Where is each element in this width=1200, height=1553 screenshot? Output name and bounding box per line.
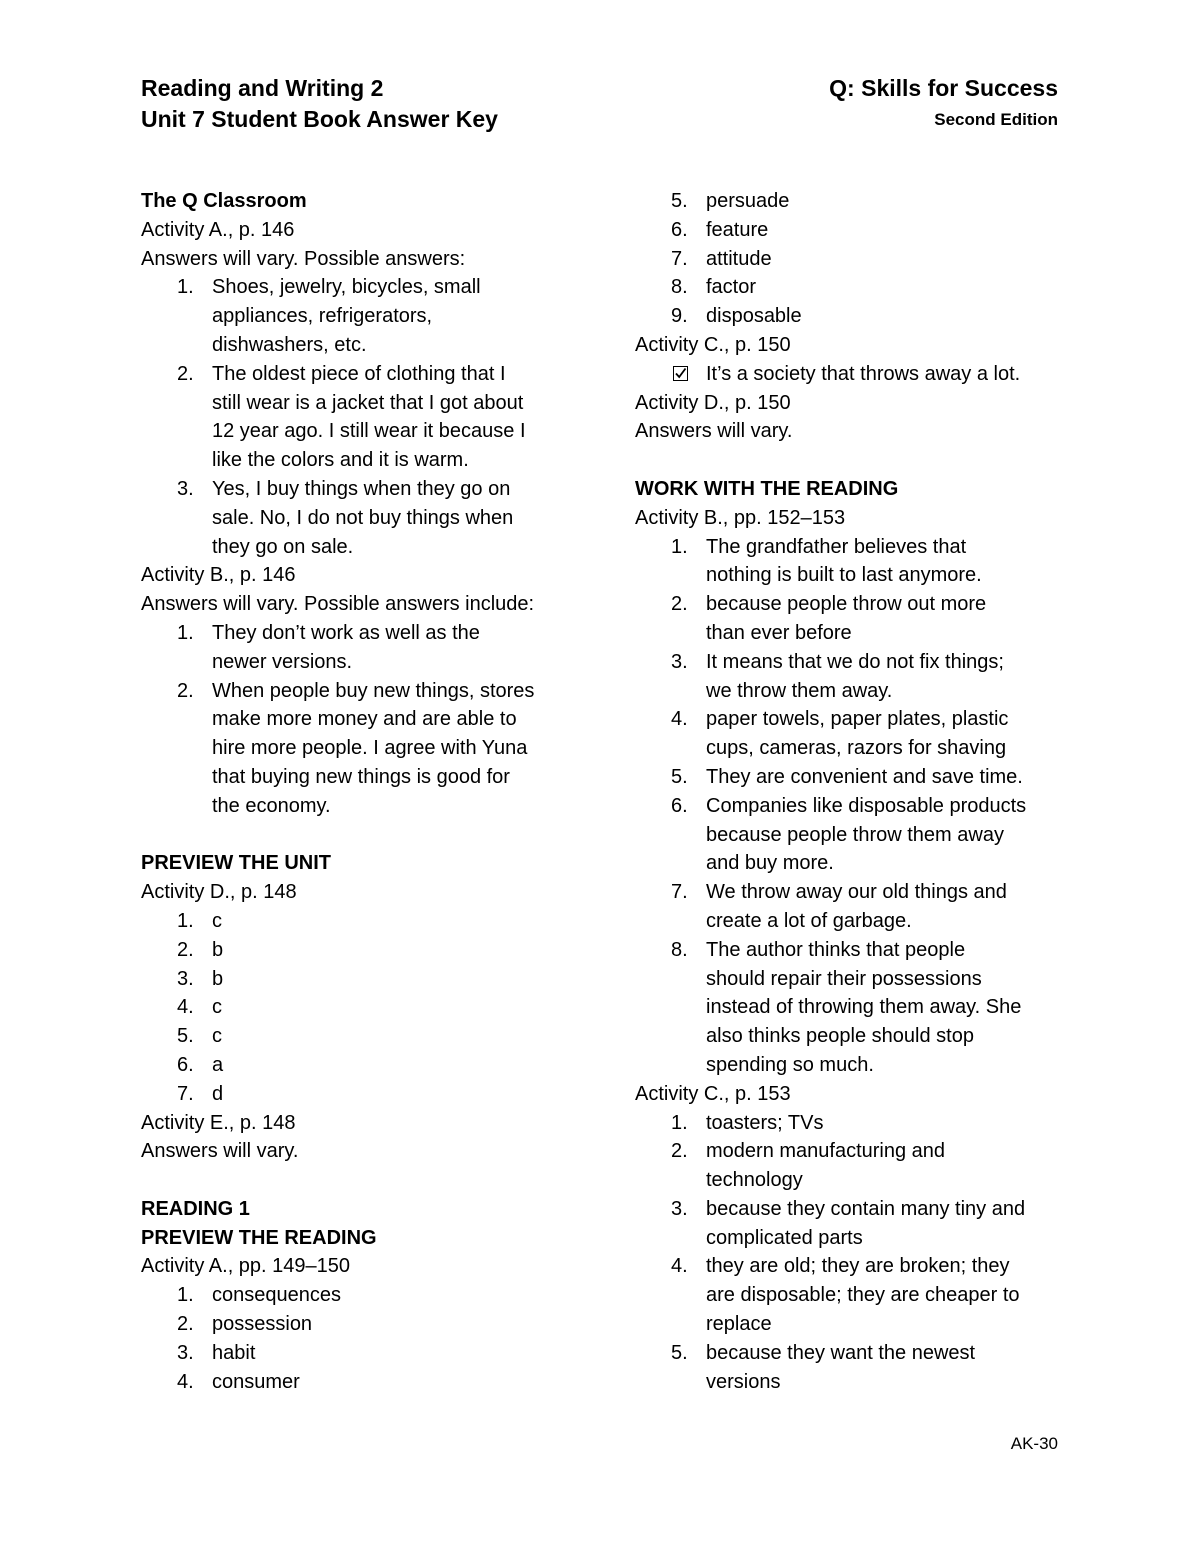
- list-item: [635, 878, 1065, 936]
- item-text: The oldest piece of clothing that I: [212, 362, 506, 385]
- item-text: disposable: [706, 305, 802, 328]
- item-number: 2.: [177, 679, 194, 702]
- item-number: 4.: [671, 708, 688, 731]
- activity-label: Activity A., p. 146: [141, 218, 295, 241]
- answer-list: [141, 273, 581, 561]
- item-text-continued: still wear is a jacket that I got about: [212, 391, 524, 414]
- item-text: When people buy new things, stores: [212, 679, 535, 702]
- item-number: 6.: [671, 794, 688, 817]
- item-number: 1.: [177, 909, 194, 932]
- item-number: 5.: [671, 1341, 688, 1364]
- list-item: [141, 475, 581, 561]
- item-text-continued: instead of throwing them away. She: [706, 996, 1022, 1019]
- item-text-continued: versions: [706, 1370, 781, 1393]
- list-item: [635, 302, 1065, 331]
- item-text-continued: sale. No, I do not buy things when: [212, 506, 514, 529]
- item-number: 3.: [177, 1341, 194, 1364]
- list-item: [141, 677, 581, 821]
- item-number: 3.: [671, 650, 688, 673]
- item-text: because they want the newest: [706, 1341, 976, 1364]
- item-text: They don’t work as well as the: [212, 621, 480, 644]
- list-item: [635, 533, 1065, 591]
- item-text: factor: [706, 276, 757, 299]
- list-item: [141, 619, 581, 677]
- list-item: [635, 1137, 1065, 1195]
- item-text: It means that we do not fix things;: [706, 650, 1004, 673]
- unit-title: Unit 7 Student Book Answer Key: [141, 106, 498, 132]
- item-text: persuade: [706, 190, 790, 212]
- answer-list: [141, 619, 581, 821]
- item-number: 8.: [671, 938, 688, 961]
- item-text: they are old; they are broken; they: [706, 1255, 1010, 1278]
- item-number: 1.: [177, 621, 194, 644]
- item-text-continued: because people throw them away: [706, 823, 1004, 846]
- list-item: [141, 1281, 581, 1310]
- list-item: [635, 273, 1065, 302]
- item-text: toasters; TVs: [706, 1111, 824, 1134]
- item-text: c: [212, 1025, 222, 1048]
- activity-label: Activity D., p. 150: [635, 391, 791, 414]
- item-text: They are convenient and save time.: [706, 765, 1023, 788]
- list-item: [635, 936, 1065, 1080]
- item-text-continued: make more money and are able to: [212, 708, 517, 731]
- item-text-continued: are disposable; they are cheaper to: [706, 1284, 1020, 1307]
- item-number: 7.: [671, 881, 688, 904]
- item-text-continued: replace: [706, 1313, 772, 1336]
- list-item: [635, 187, 1065, 216]
- activity-intro: Answers will vary.: [141, 1140, 299, 1163]
- item-number: 1.: [177, 276, 194, 299]
- header-left: [141, 73, 498, 135]
- activity-label: Activity B., p. 146: [141, 564, 296, 587]
- item-text: Shoes, jewelry, bicycles, small: [212, 276, 481, 299]
- activity-intro: Answers will vary. Possible answers include:: [141, 593, 535, 616]
- item-number: 2.: [671, 1140, 688, 1163]
- item-text-continued: newer versions.: [212, 650, 353, 673]
- item-text: Yes, I buy things when they go on: [212, 477, 511, 500]
- checked-answer-text: It’s a society that throws away a lot.: [706, 362, 1021, 385]
- item-number: 2.: [177, 938, 194, 961]
- item-text: because they contain many tiny and: [706, 1197, 1026, 1220]
- item-text-continued: should repair their possessions: [706, 967, 982, 990]
- item-number: 7.: [671, 247, 688, 270]
- activity-intro: Answers will vary. Possible answers:: [141, 247, 466, 270]
- item-number: 9.: [671, 305, 688, 328]
- item-text: a: [212, 1053, 224, 1076]
- item-text: The grandfather believes that: [706, 535, 967, 558]
- item-number: 2.: [671, 593, 688, 616]
- item-text-continued: that buying new things is good for: [212, 765, 510, 788]
- answer-list: [141, 907, 581, 1109]
- list-item: [635, 1195, 1065, 1253]
- list-item: [141, 1310, 581, 1339]
- item-number: 2.: [177, 362, 194, 385]
- list-item: [141, 273, 581, 359]
- list-item: [635, 590, 1065, 648]
- list-item: [635, 216, 1065, 245]
- section-subheading: PREVIEW THE READING: [141, 1226, 377, 1249]
- item-text: attitude: [706, 247, 772, 270]
- left-column: [141, 187, 581, 1396]
- item-number: 5.: [177, 1025, 194, 1048]
- list-item: [635, 648, 1065, 706]
- item-text-continued: they go on sale.: [212, 535, 354, 558]
- list-item: [635, 705, 1065, 763]
- activity-label: Activity D., p. 148: [141, 881, 297, 904]
- item-text-continued: complicated parts: [706, 1226, 863, 1249]
- checked-answer: [635, 360, 1065, 389]
- item-text-continued: technology: [706, 1169, 803, 1192]
- list-item: [635, 763, 1065, 792]
- item-number: 4.: [177, 996, 194, 1019]
- list-item: [141, 993, 581, 1022]
- list-item: [141, 360, 581, 475]
- item-number: 8.: [671, 276, 688, 299]
- spacer: [141, 1166, 581, 1195]
- item-text: consumer: [212, 1370, 300, 1393]
- checkmark-icon: [674, 367, 687, 380]
- activity-label: Activity C., p. 150: [635, 333, 791, 356]
- section-heading: PREVIEW THE UNIT: [141, 852, 332, 875]
- item-text-continued: like the colors and it is warm.: [212, 449, 469, 472]
- list-item: [141, 936, 581, 965]
- item-text: habit: [212, 1341, 256, 1364]
- list-item: [141, 907, 581, 936]
- item-number: 4.: [671, 1255, 688, 1278]
- item-text: c: [212, 909, 222, 932]
- item-text-continued: also thinks people should stop: [706, 1025, 974, 1048]
- item-text-continued: cups, cameras, razors for shaving: [706, 737, 1007, 760]
- header-right: [829, 73, 1058, 135]
- list-item: [635, 245, 1065, 274]
- list-item: [141, 1051, 581, 1080]
- item-text: The author thinks that people: [706, 938, 966, 961]
- list-item: [635, 1109, 1065, 1138]
- item-text: d: [212, 1082, 224, 1105]
- item-text: b: [212, 967, 224, 990]
- answer-list: [635, 187, 1065, 331]
- answer-list: [635, 533, 1065, 1080]
- item-text: Companies like disposable products: [706, 794, 1027, 817]
- item-number: 6.: [671, 218, 688, 241]
- section-heading: WORK WITH THE READING: [635, 477, 899, 500]
- item-number: 6.: [177, 1053, 194, 1076]
- item-number: 1.: [671, 1111, 688, 1134]
- item-text: We throw away our old things and: [706, 881, 1007, 904]
- item-number: 3.: [671, 1197, 688, 1220]
- item-number: 3.: [177, 967, 194, 990]
- series-title: Q: Skills for Success: [829, 75, 1058, 101]
- book-title: Reading and Writing 2: [141, 75, 384, 101]
- section-heading: READING 1: [141, 1197, 250, 1220]
- list-item: [635, 1339, 1065, 1397]
- item-text-continued: and buy more.: [706, 852, 834, 875]
- activity-label: Activity B., pp. 152–153: [635, 506, 846, 529]
- section-heading: The Q Classroom: [141, 190, 307, 212]
- item-text-continued: we throw them away.: [706, 679, 893, 702]
- item-text-continued: create a lot of garbage.: [706, 909, 912, 932]
- list-item: [141, 1022, 581, 1051]
- item-number: 1.: [671, 535, 688, 558]
- item-number: 1.: [177, 1284, 194, 1307]
- item-text: modern manufacturing and: [706, 1140, 946, 1163]
- checked-box-icon: [673, 366, 688, 381]
- item-text: b: [212, 938, 224, 961]
- item-number: 3.: [177, 477, 194, 500]
- item-text: paper towels, paper plates, plastic: [706, 708, 1009, 731]
- spacer: [635, 446, 1065, 475]
- list-item: [141, 1368, 581, 1397]
- page-number: AK-30: [1010, 1434, 1058, 1453]
- item-text: c: [212, 996, 222, 1019]
- item-text: because people throw out more: [706, 593, 987, 616]
- activity-intro: Answers will vary.: [635, 420, 793, 443]
- activity-label: Activity A., pp. 149–150: [141, 1255, 351, 1278]
- item-text-continued: hire more people. I agree with Yuna: [212, 737, 528, 760]
- right-column: [635, 187, 1065, 1396]
- list-item: [635, 1252, 1065, 1338]
- item-number: 4.: [177, 1370, 194, 1393]
- item-text-continued: dishwashers, etc.: [212, 333, 367, 356]
- item-text-continued: nothing is built to last anymore.: [706, 564, 982, 587]
- activity-label: Activity C., p. 153: [635, 1082, 791, 1105]
- item-number: 7.: [177, 1082, 194, 1105]
- item-number: 2.: [177, 1313, 194, 1336]
- item-text-continued: than ever before: [706, 621, 852, 644]
- item-text-continued: 12 year ago. I still wear it because I: [212, 420, 526, 443]
- item-text: possession: [212, 1313, 313, 1336]
- item-text: consequences: [212, 1284, 341, 1307]
- item-text: feature: [706, 218, 769, 241]
- list-item: [141, 1080, 581, 1109]
- item-number: 5.: [671, 190, 688, 212]
- spacer: [141, 821, 581, 850]
- list-item: [141, 965, 581, 994]
- item-text-continued: spending so much.: [706, 1053, 874, 1076]
- item-number: 5.: [671, 765, 688, 788]
- answer-list: [141, 1281, 581, 1396]
- list-item: [635, 792, 1065, 878]
- item-text-continued: the economy.: [212, 794, 331, 817]
- item-text-continued: appliances, refrigerators,: [212, 305, 433, 328]
- list-item: [141, 1339, 581, 1368]
- activity-label: Activity E., p. 148: [141, 1111, 296, 1134]
- edition-label: Second Edition: [934, 110, 1058, 129]
- answer-list: [635, 1109, 1065, 1397]
